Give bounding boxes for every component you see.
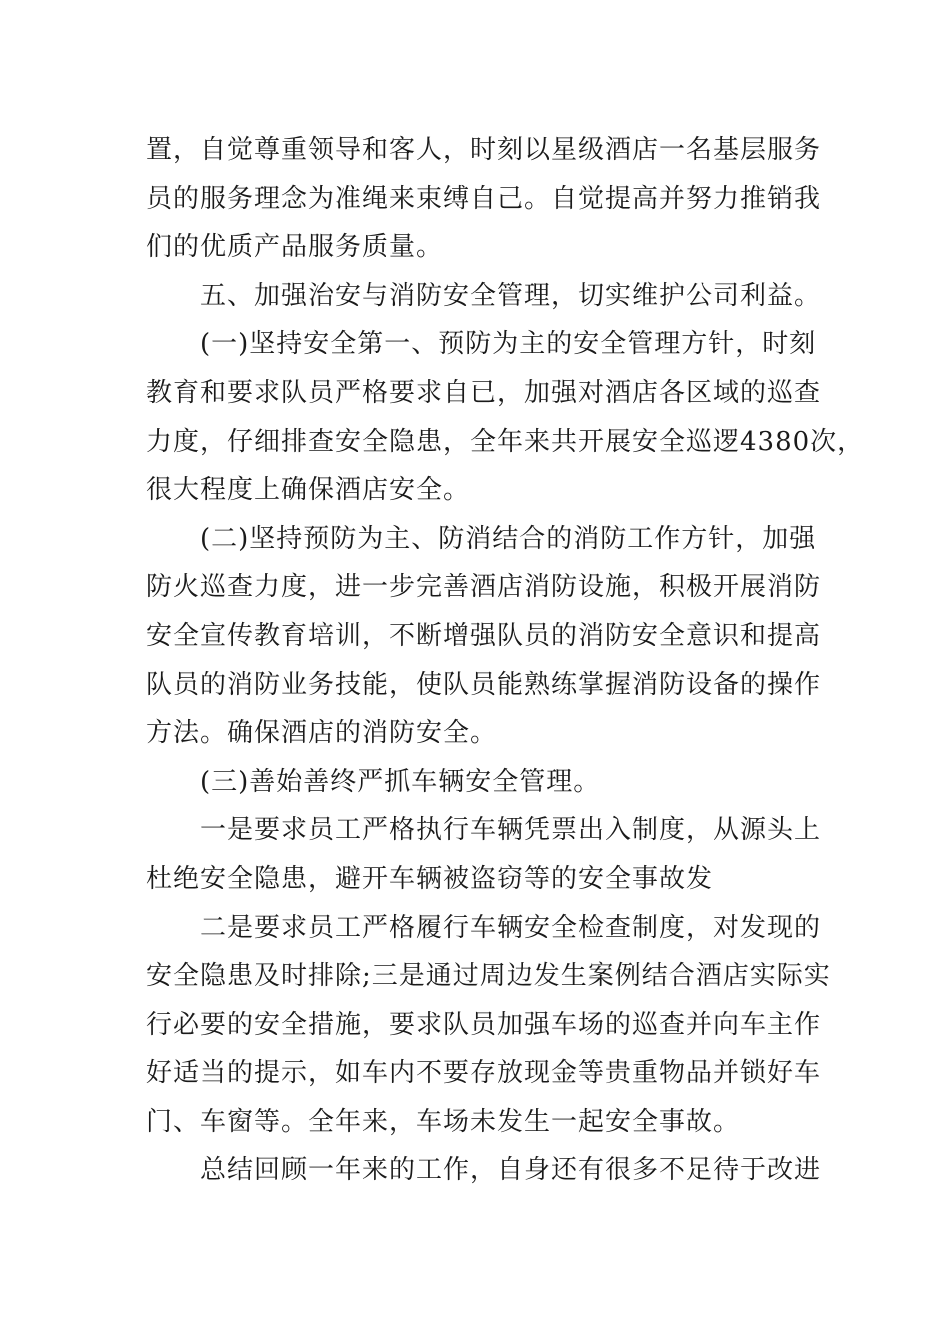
text-line: 很大程度上确保酒店安全。	[146, 475, 471, 506]
text-line: 安全宣传教育培训，不断增强队员的消防安全意识和提高	[146, 620, 822, 651]
text-line: 行必要的安全措施，要求队员加强车场的巡查并向车主作	[146, 1009, 822, 1040]
text-line: (一)坚持安全第一、预防为主的安全管理方针，时刻	[200, 329, 817, 360]
text-line: 一是要求员工严格执行车辆凭票出入制度，从源头上	[200, 815, 822, 846]
document-body	[146, 126, 865, 1195]
text-line: (三)善始善终严抓车辆安全管理。	[200, 766, 601, 797]
text-line: 方法。确保酒店的消防安全。	[146, 718, 498, 749]
text-line: 安全隐患及时排除;三是通过周边发生案例结合酒店实际实	[146, 961, 831, 992]
text-line: 们的优质产品服务质量。	[146, 232, 444, 263]
text-line: 好适当的提示，如车内不要存放现金等贵重物品并锁好车	[146, 1058, 822, 1089]
text-line: 门、车窗等。全年来，车场未发生一起安全事故。	[146, 1106, 741, 1137]
text-line: 队员的消防业务技能，使队员能熟练掌握消防设备的操作	[146, 669, 822, 700]
text-line: 置，自觉尊重领导和客人，时刻以星级酒店一名基层服务	[146, 135, 822, 165]
text-line: 教育和要求队员严格要求自已，加强对酒店各区域的巡查	[146, 377, 822, 408]
text-line: 杜绝安全隐患，避开车辆被盗窃等的安全事故发	[146, 863, 714, 894]
text-line: 力度，仔细排查安全隐患，全年来共开展安全巡逻4380次，	[146, 426, 865, 457]
text-line: 总结回顾一年来的工作，自身还有很多不足待于改进	[200, 1155, 822, 1186]
section-heading: 五、加强治安与消防安全管理，切实维护公司利益。	[200, 280, 822, 311]
text-line: 员的服务理念为准绳来束缚自己。自觉提高并努力推销我	[146, 183, 822, 214]
text-line: 二是要求员工严格履行车辆安全检查制度，对发现的	[200, 912, 822, 943]
text-line: 防火巡查力度，进一步完善酒店消防设施，积极开展消防	[146, 572, 822, 603]
text-line: (二)坚持预防为主、防消结合的消防工作方针，加强	[200, 523, 817, 554]
